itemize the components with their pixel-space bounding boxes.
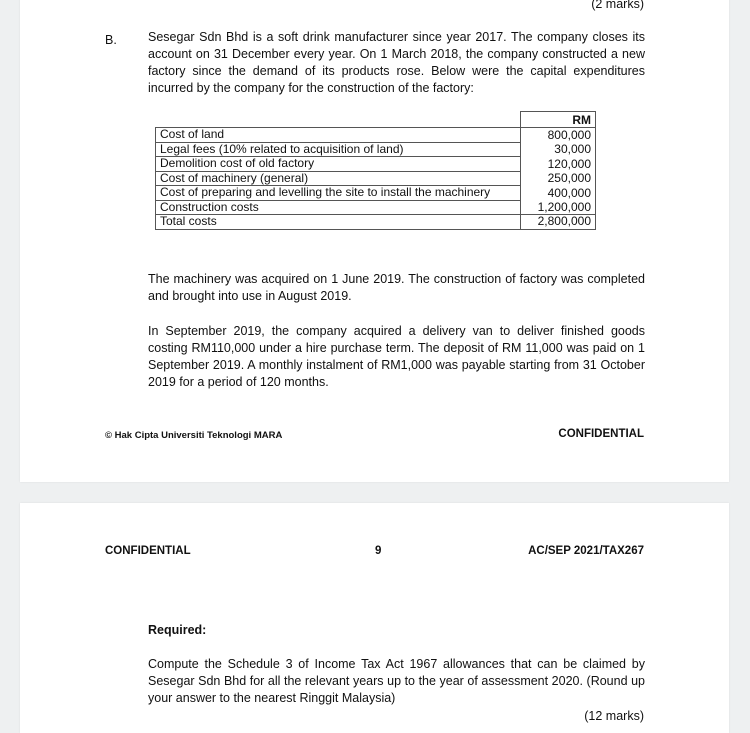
table-row [156, 200, 596, 215]
table-row [156, 128, 596, 143]
document-page-1 [20, 0, 729, 482]
item-cell: Demolition cost of old factory [156, 157, 521, 172]
marks-label: (2 marks) [591, 0, 644, 11]
confidential-header: CONFIDENTIAL [105, 545, 191, 557]
delivery-van-paragraph: In September 2019, the company acquired a delivery van to deliver finished goods costing RM110,000 under a hire purchase term. The deposit of RM 11,000 was paid on 1 September 2019. A monthly instalment of RM1,000 was payable starting from 31 October 2019 for a period of 120 months. [148, 324, 645, 389]
section-label: B. [105, 33, 117, 47]
table-row [156, 142, 596, 157]
capital-expenditure-table [155, 111, 596, 230]
marks-label: (12 marks) [584, 709, 644, 723]
table-row [156, 171, 596, 186]
item-cell: Cost of preparing and levelling the site to install the machinery [156, 186, 521, 201]
table-row-total [156, 215, 596, 230]
amount-cell: 30,000 [521, 142, 596, 157]
item-cell: Cost of machinery (general) [156, 171, 521, 186]
required-paragraph: Compute the Schedule 3 of Income Tax Act 1967 allowances that can be claimed by Sesegar Sdn Bhd for all the relevant years up to the year of assessment 2020. (Round up your answer to the nearest Ringgit Malaysia) [148, 657, 645, 705]
page-number: 9 [375, 545, 382, 557]
table-header-rm: RM [521, 112, 596, 128]
item-cell: Total costs [156, 215, 521, 230]
table-row [156, 157, 596, 172]
required-heading: Required: [148, 623, 207, 637]
amount-cell: 800,000 [521, 128, 596, 143]
course-code-header: AC/SEP 2021/TAX267 [528, 545, 644, 557]
copyright-footer: © Hak Cipta Universiti Teknologi MARA [105, 430, 283, 441]
confidential-footer: CONFIDENTIAL [558, 428, 644, 440]
intro-paragraph: Sesegar Sdn Bhd is a soft drink manufacturer since year 2017. The company closes its account on 31 December every year. On 1 March 2018, the company constructed a new factory since the demand of its products rose. Below were the capital expenditures incurred by the company for the construction of the factory: [148, 30, 645, 95]
item-cell: Cost of land [156, 128, 521, 143]
amount-cell: 250,000 [521, 171, 596, 186]
document-page-2 [20, 503, 729, 733]
item-cell: Construction costs [156, 200, 521, 215]
amount-cell: 400,000 [521, 186, 596, 201]
amount-cell: 1,200,000 [521, 200, 596, 215]
item-cell: Legal fees (10% related to acquisition of land) [156, 142, 521, 157]
amount-cell: 120,000 [521, 157, 596, 172]
table-row [156, 186, 596, 201]
machinery-paragraph: The machinery was acquired on 1 June 2019. The construction of factory was completed and brought into use in August 2019. [148, 272, 645, 303]
amount-cell: 2,800,000 [521, 215, 596, 230]
